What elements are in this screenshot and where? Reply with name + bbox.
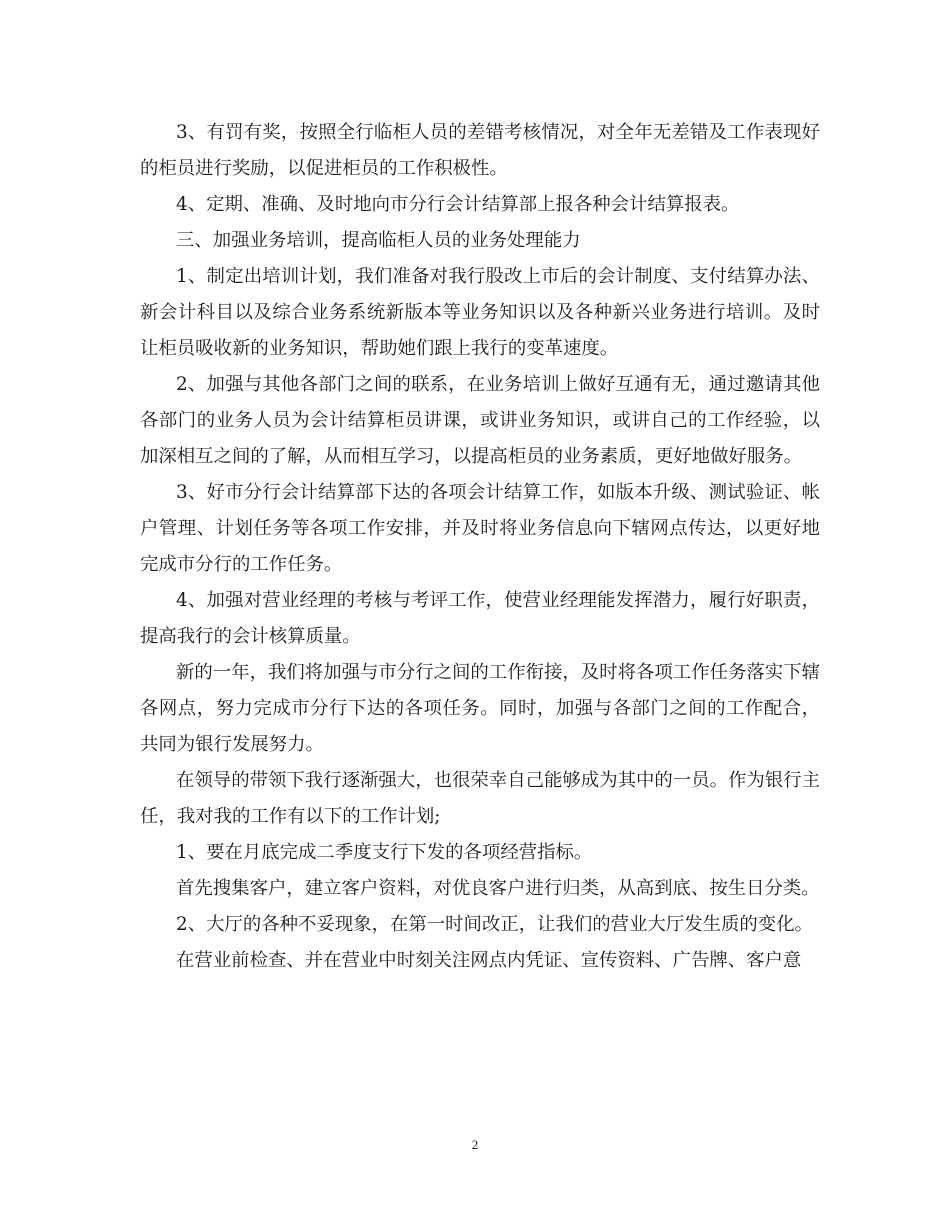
paragraph-leadership: 在领导的带领下我行逐渐强大，也很荣幸自己能够成为其中的一员。作为银行主任，我对我的工作有以下的工作计划;	[140, 770, 820, 827]
paragraph-report-submission: 4、定期、准确、及时地向市分行会计结算部上报各种会计结算报表。	[176, 194, 740, 215]
paragraph-quarter-targets: 1、要在月底完成二季度支行下发的各项经营指标。	[176, 842, 593, 863]
paragraph-hall-improvement: 2、大厅的各种不妥现象，在第一时间改正，让我们的营业大厅发生质的变化。	[176, 914, 813, 935]
paragraph-reward-penalty: 3、有罚有奖，按照全行临柜人员的差错考核情况，对全年无差错及工作表现好的柜员进行奖励，以促进柜员的工作积极性。	[140, 122, 820, 179]
paragraph-manager-assessment: 4、加强对营业经理的考核与考评工作，使营业经理能发挥潜力，履行好职责，提高我行的会计核算质量。	[140, 590, 820, 647]
paragraph-customer-collection: 首先搜集客户，建立客户资料，对优良客户进行归类，从高到底、按生日分类。	[176, 878, 820, 899]
paragraph-new-year: 新的一年，我们将加强与市分行之间的工作衔接，及时将各项工作任务落实下辖各网点，努力完成市分行下达的各项任务。同时，加强与各部门之间的工作配合，共同为银行发展努力。	[140, 662, 820, 755]
page-body	[140, 115, 820, 979]
page-number: 2	[471, 1137, 479, 1152]
paragraph-training-plan: 1、制定出培训计划，我们准备对我行股改上市后的会计制度、支付结算办法、新会计科目以及综合业务系统新版本等业务知识以及各种新兴业务进行培训。及时让柜员吸收新的业务知识，帮助她们跟上我行的变革速度。	[140, 266, 820, 359]
paragraph-business-check: 在营业前检查、并在营业中时刻关注网点内凭证、宣传资料、广告牌、客户意	[176, 950, 802, 971]
paragraph-branch-tasks: 3、好市分行会计结算部下达的各项会计结算工作，如版本升级、测试验证、帐户管理、计划任务等各项工作安排，并及时将业务信息向下辖网点传达，以更好地完成市分行的工作任务。	[140, 482, 820, 575]
paragraph-department-contact: 2、加强与其他各部门之间的联系，在业务培训上做好互通有无，通过邀请其他各部门的业务人员为会计结算柜员讲课，或讲业务知识，或讲自己的工作经验，以加深相互之间的了解，从而相互学习，以提高柜员的业务素质，更好地做好服务。	[140, 374, 820, 467]
section-heading-training: 三、加强业务培训，提高临柜人员的业务处理能力	[176, 230, 581, 251]
